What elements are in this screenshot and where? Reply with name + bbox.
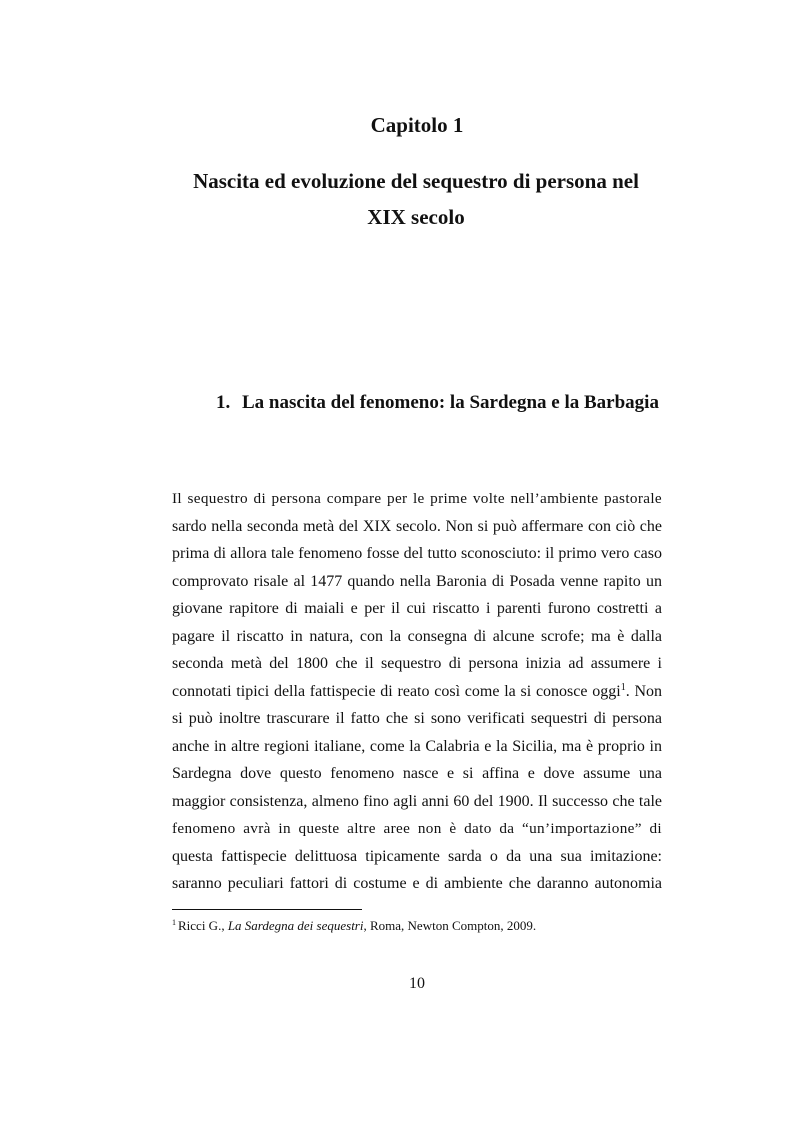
paragraph-line-with-footnote [172,678,662,706]
footnote-work-title: La Sardegna dei sequestri [227,918,364,933]
paragraph-line: seconda metà del 1800 che il sequestro di persona inizia ad assumere i [172,655,662,672]
footnote-publication: , Roma, Newton Compton, 2009. [363,918,537,933]
paragraph-line: pagare il riscatto in natura, con la consegna di alcune scrofe; ma è dalla [172,627,662,645]
paragraph-line: giovane rapitore di maiali e per il cui riscatto i parenti furono costretti a [172,600,662,617]
paragraph-line: sardo nella seconda metà del XIX secolo. Non si può affermare con ciò che [172,517,662,535]
paragraph-line-tail: . Non [625,682,662,700]
footnote [172,918,536,934]
footnote-separator [172,909,362,910]
section-heading [216,392,659,414]
paragraph-line: questa fattispecie delittuosa tipicamente sarda o da una sua imitazione: [172,847,662,865]
paragraph-line: fenomeno avrà in queste altre aree non è dato da “un’importazione” di [172,820,662,837]
footnote-number: 1 [172,918,176,927]
paragraph-line: maggior consistenza, almeno fino agli anni 60 del 1900. Il successo che tale [172,792,662,810]
section-title: La nascita del fenomeno: la Sardegna e la Barbagia [242,392,659,413]
body-paragraph [172,485,662,898]
paragraph-line: si può inoltre trascurare il fatto che si sono verificati sequestri di persona [172,710,662,727]
paragraph-line: Il sequestro di persona compare per le prime volte nell’ambiente pastorale [172,490,662,507]
paragraph-line: Sardegna dove questo fenomeno nasce e si affina e dove assume una [172,765,662,782]
page-number: 10 [409,975,425,992]
paragraph-line: anche in altre regioni italiane, come la Calabria e la Sicilia, ma è proprio in [172,737,662,755]
paragraph-line-text: connotati tipici della fattispecie di reato così come la si conosce oggi [172,682,621,700]
chapter-label: Capitolo 1 [370,113,464,137]
paragraph-line: saranno peculiari fattori di costume e di ambiente che daranno autonomia [172,875,662,892]
paragraph-line: comprovato risale al 1477 quando nella Baronia di Posada venne rapito un [172,572,662,590]
paragraph-line: prima di allora tale fenomeno fosse del tutto sconosciuto: il primo vero caso [172,545,662,562]
footnote-reference[interactable]: 1 [620,681,626,693]
footnote-author: Ricci G., [178,918,228,933]
section-number: 1. [216,392,231,413]
chapter-title: Nascita ed evoluzione del sequestro di persona nel XIX secolo [193,169,639,229]
